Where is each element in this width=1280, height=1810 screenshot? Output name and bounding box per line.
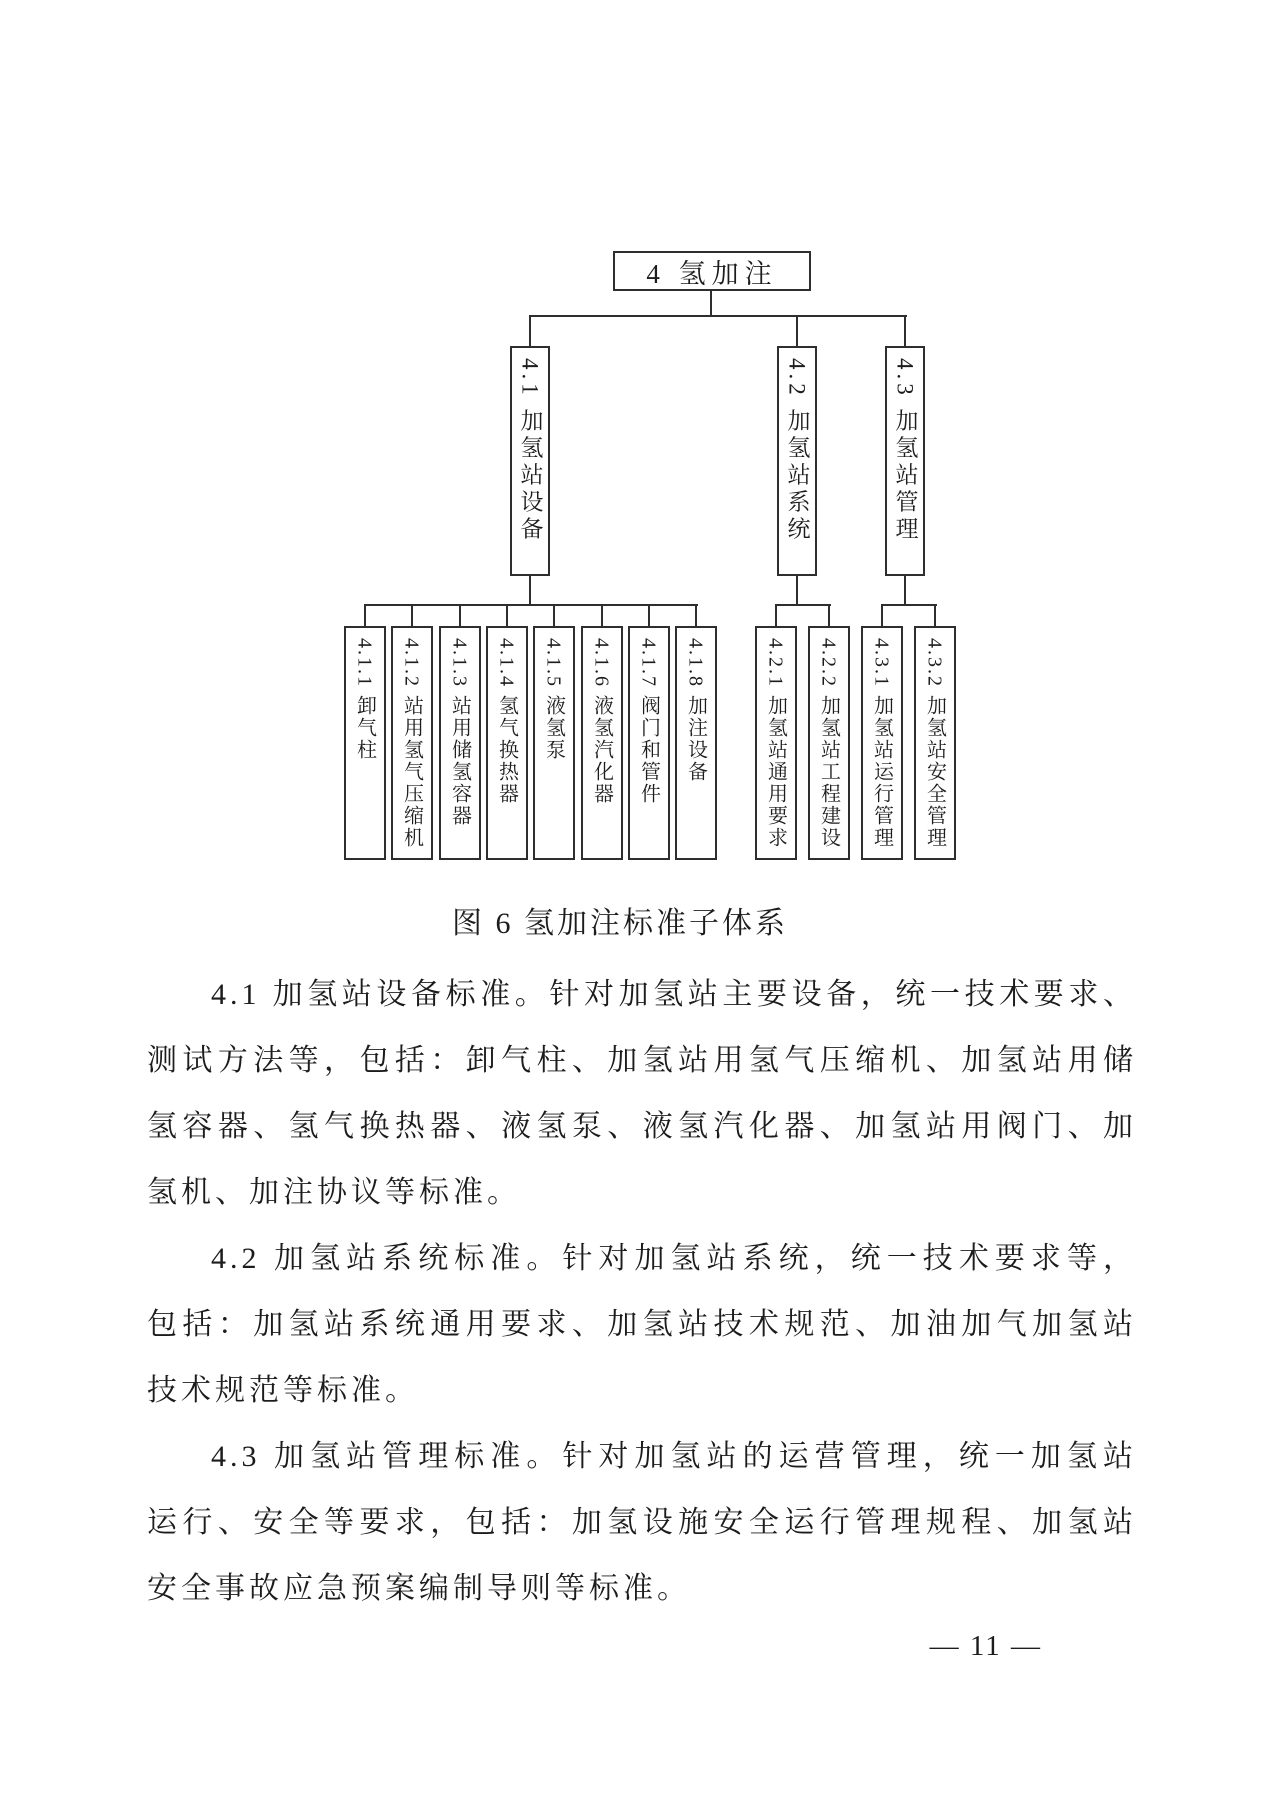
page-number: — 11 — <box>929 1630 1042 1662</box>
connector-line <box>796 315 798 346</box>
connector-line <box>881 604 937 606</box>
tree-node-label: 4.2.2 加氢站工程建设 <box>817 638 840 849</box>
tree-node-label: 4.1.2 站用氢气压缩机 <box>400 638 423 849</box>
connector-line <box>648 604 650 626</box>
tree-node-4-1-3 <box>439 626 481 860</box>
connector-line <box>529 315 531 346</box>
connector-line <box>506 604 508 626</box>
text-line: 氢容器、氢气换热器、液氢泵、液氢汽化器、加氢站用阀门、加 <box>147 1110 1137 1143</box>
tree-node-label: 4.1.7 阀门和管件 <box>637 638 660 805</box>
connector-line <box>411 604 413 626</box>
text-line: 4.1 加氢站设备标准。针对加氢站主要设备，统一技术要求、 <box>211 978 1137 1011</box>
connector-line <box>710 291 712 317</box>
tree-node-label: 4.1.3 站用储氢容器 <box>448 638 471 827</box>
tree-node-4-2-2 <box>808 626 850 860</box>
tree-node-label: 4.1.1 卸气柱 <box>353 638 376 761</box>
connector-line <box>775 604 831 606</box>
tree-node-label: 4.1.4 氢气换热器 <box>495 638 518 805</box>
connector-line <box>601 604 603 626</box>
paragraph-4-3 <box>147 1424 1137 1622</box>
text-line: 安全事故应急预案编制导则等标准。 <box>147 1572 691 1605</box>
tree-node-label: 4.2.1 加氢站通用要求 <box>764 638 787 849</box>
tree-node-4-1-2 <box>391 626 433 860</box>
tree-node-label: 4.1.5 液氢泵 <box>542 638 565 761</box>
text-line: 技术规范等标准。 <box>147 1374 419 1407</box>
text-line: 4.3 加氢站管理标准。针对加氢站的运营管理，统一加氢站 <box>211 1440 1137 1473</box>
tree-node-4-3 <box>885 346 925 576</box>
figure-caption: 图 6 氢加注标准子体系 <box>452 907 788 940</box>
text-line: 运行、安全等要求，包括：加氢设施安全运行管理规程、加氢站 <box>147 1506 1137 1539</box>
tree-node-4-1-8 <box>675 626 717 860</box>
connector-line <box>796 576 798 606</box>
tree-node-label: 4.3.2 加氢站安全管理 <box>923 638 946 849</box>
tree-node-4-1-5 <box>533 626 575 860</box>
tree-node-4-2-1 <box>755 626 797 860</box>
tree-node-label: 4.1 加氢站设备 <box>517 358 543 544</box>
connector-line <box>881 604 883 626</box>
tree-node-label: 4.3 加氢站管理 <box>892 358 918 544</box>
text-line: 包括：加氢站系统通用要求、加氢站技术规范、加油加气加氢站 <box>147 1308 1137 1341</box>
tree-node-4-1 <box>510 346 550 576</box>
tree-node-label: 4.1.6 液氢汽化器 <box>590 638 613 805</box>
text-line: 氢机、加注协议等标准。 <box>147 1176 521 1209</box>
tree-node-label: 4.1.8 加注设备 <box>684 638 707 783</box>
connector-line <box>695 604 697 626</box>
connector-line <box>828 604 830 626</box>
connector-line <box>553 604 555 626</box>
paragraph-4-1 <box>147 962 1137 1226</box>
tree-node-4-1-7 <box>628 626 670 860</box>
tree-node-4-3-1 <box>861 626 903 860</box>
connector-line <box>459 604 461 626</box>
paragraph-4-2 <box>147 1226 1137 1424</box>
connector-line <box>775 604 777 626</box>
body-text <box>147 962 1137 1622</box>
connector-line <box>934 604 936 626</box>
text-line: 测试方法等，包括：卸气柱、加氢站用氢气压缩机、加氢站用储 <box>147 1044 1137 1077</box>
connector-line <box>529 315 907 317</box>
tree-node-4-3-2 <box>914 626 956 860</box>
tree-node-4-1-1 <box>344 626 386 860</box>
tree-node-4-2 <box>777 346 817 576</box>
tree-node-label: 4.2 加氢站系统 <box>784 358 810 544</box>
tree-node-root: 4 氢加注 <box>613 251 811 291</box>
text-line: 4.2 加氢站系统标准。针对加氢站系统，统一技术要求等， <box>211 1242 1137 1275</box>
connector-line <box>904 315 906 346</box>
tree-node-4-1-6 <box>581 626 623 860</box>
connector-line <box>529 576 531 606</box>
tree-node-4-1-4 <box>486 626 528 860</box>
tree-node-label: 4.3.1 加氢站运行管理 <box>870 638 893 849</box>
connector-line <box>364 604 366 626</box>
connector-line <box>904 576 906 606</box>
